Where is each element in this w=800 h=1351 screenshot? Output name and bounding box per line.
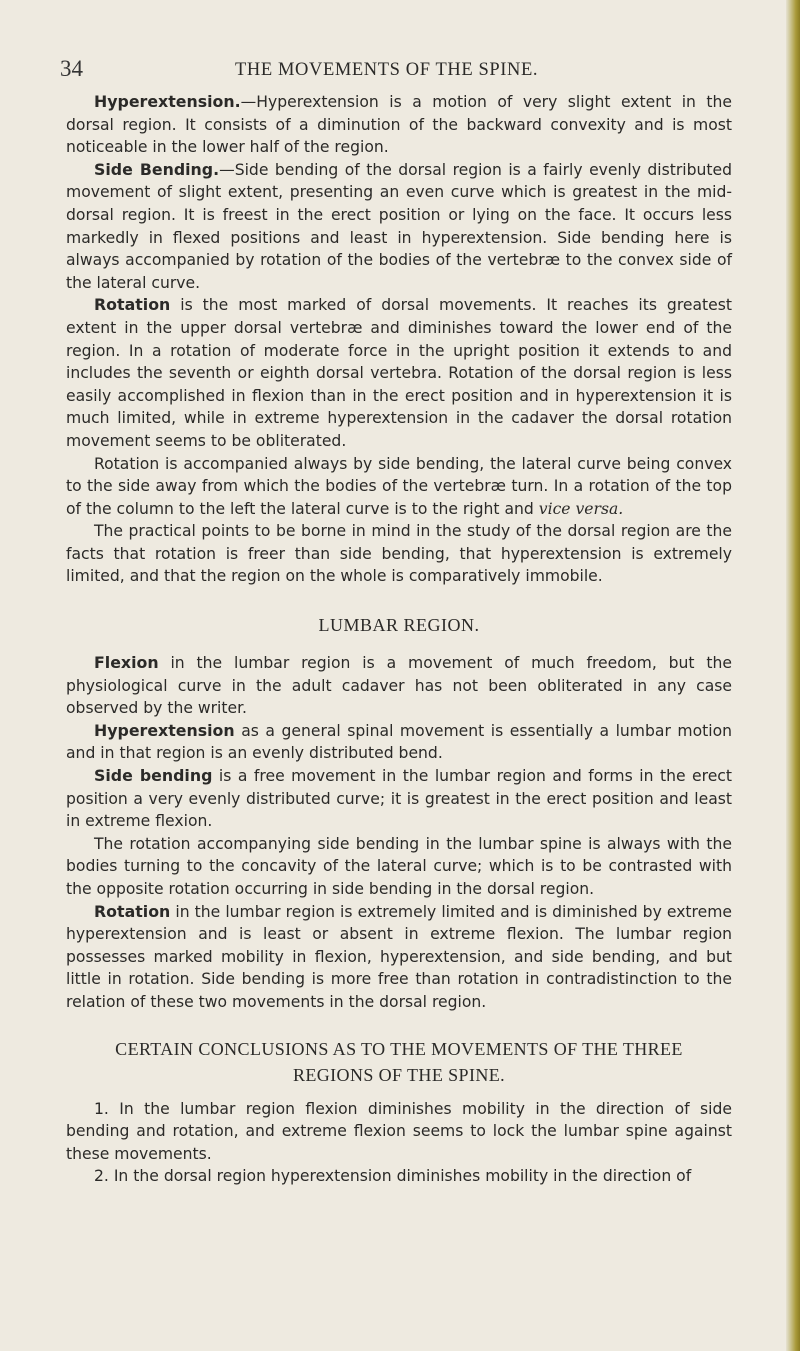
paragraph-text: as a general spinal movement is essentially a lumbar motion and in that region is an evenly distributed bend. (66, 721, 732, 763)
paragraph-text: in the lumbar region is a movement of much freedom, but the physiological curve in the adult cadaver has not been obliterated in any case observed by the writer. (66, 654, 732, 718)
conclusion-item-1 (66, 1098, 732, 1166)
paragraph-dorsal-practical (66, 520, 732, 588)
run-in-heading: Side Bending. (94, 159, 220, 179)
paragraph-lumbar-hyperextension (66, 720, 732, 765)
page-header (60, 56, 740, 84)
paragraph-text: Rotation is accompanied always by side bending, the lateral curve being convex to the side away from which the bodies of the vertebræ turn. In a rotation of the top of the column to the left the lateral curve is to the right and (66, 454, 732, 518)
section-title-conclusions (66, 1036, 732, 1088)
paragraph-text: —Hyperextension is a motion of very slight extent in the dorsal region. It consists of a diminution of the backward convexity and is most noticeable in the lower half of the region. (66, 93, 732, 157)
paragraph-dorsal-hyperextension (66, 91, 732, 159)
run-in-heading: Rotation (94, 901, 171, 921)
paragraph-text: 1. In the lumbar region flexion diminishes mobility in the direction of side bending and rotation, and extreme flexion seems to lock the lumbar spine against these movements. (66, 1099, 732, 1163)
run-in-heading: Flexion (94, 653, 159, 673)
paragraph-text: The practical points to be borne in mind in the study of the dorsal region are the facts that rotation is freer than side bending, that hyperextension is extremely limited, and that the region on the whole is comparatively immobile. (66, 522, 732, 586)
paragraph-lumbar-rotation-side (66, 833, 732, 901)
conclusion-item-2 (66, 1165, 732, 1188)
running-head: THE MOVEMENTS OF THE SPINE. (235, 60, 539, 80)
page-edge-binding (786, 0, 800, 1351)
paragraph-dorsal-side-bending (66, 159, 732, 295)
paragraph-text: in the lumbar region is extremely limited and is diminished by extreme hyperextension and is least or absent in extreme flexion. The lumbar region possesses marked mobility in flexion, hyperextension, and side bending, and but little in rotation. Side bending is more free than rotation in contradistinction to the relation of these two movements in the dorsal region. (66, 902, 732, 1011)
paragraph-text: The rotation accompanying side bending in the lumbar spine is always with the bodies turning to the concavity of the lateral curve; which is to be contrasted with the opposite rotation occurring in side bending in the dorsal region. (66, 834, 732, 898)
section-title-lumbar: LUMBAR REGION. (318, 615, 480, 636)
run-in-heading: Rotation (94, 295, 171, 315)
title-line-1: CERTAIN CONCLUSIONS AS TO THE MOVEMENTS OF THE THREE (115, 1038, 683, 1059)
italic-phrase: vice versa. (538, 499, 624, 518)
page-body (66, 91, 732, 1188)
paragraph-dorsal-rotation (66, 294, 732, 452)
run-in-heading: Hyperextension (94, 720, 235, 740)
paragraph-lumbar-rotation (66, 901, 732, 1014)
run-in-heading: Side bending (94, 766, 213, 786)
run-in-heading: Hyperextension. (94, 92, 241, 111)
paragraph-text: 2. In the dorsal region hyperextension diminishes mobility in the direction of (94, 1167, 692, 1186)
page-number: 34 (60, 56, 83, 81)
paragraph-text: is the most marked of dorsal movements. It reaches its greatest extent in the upper dorsal vertebræ and diminishes toward the lower end of the region. In a rotation of moderate force in the upright position it extends to and includes the seventh or eighth dorsal vertebra. Rotation of the dorsal region is less easily accomplished in flexion than in the erect position and in hyperextension it is much limited, while in extreme hyperextension in the cadaver the dorsal rotation movement seems to be obliterated. (66, 296, 732, 450)
paragraph-dorsal-rotation-side-bending (66, 453, 732, 521)
paragraph-text: —Side bending of the dorsal region is a fairly evenly distributed movement of slight extent, presenting an even curve which is greatest in the mid-dorsal region. It is freest in the erect position or lying on the face. It occurs less markedly in flexed positions and least in hyperextension. Side bending here is always accompanied by rotation of the bodies of the vertebræ to the convex side of the lateral curve. (66, 160, 732, 292)
paragraph-lumbar-flexion (66, 652, 732, 720)
title-line-2: REGIONS OF THE SPINE. (292, 1064, 506, 1085)
paragraph-lumbar-side-bending (66, 765, 732, 833)
paragraph-text: is a free movement in the lumbar region and forms in the erect position a very evenly distributed curve; it is greatest in the erect position and least in extreme flexion. (66, 767, 732, 831)
